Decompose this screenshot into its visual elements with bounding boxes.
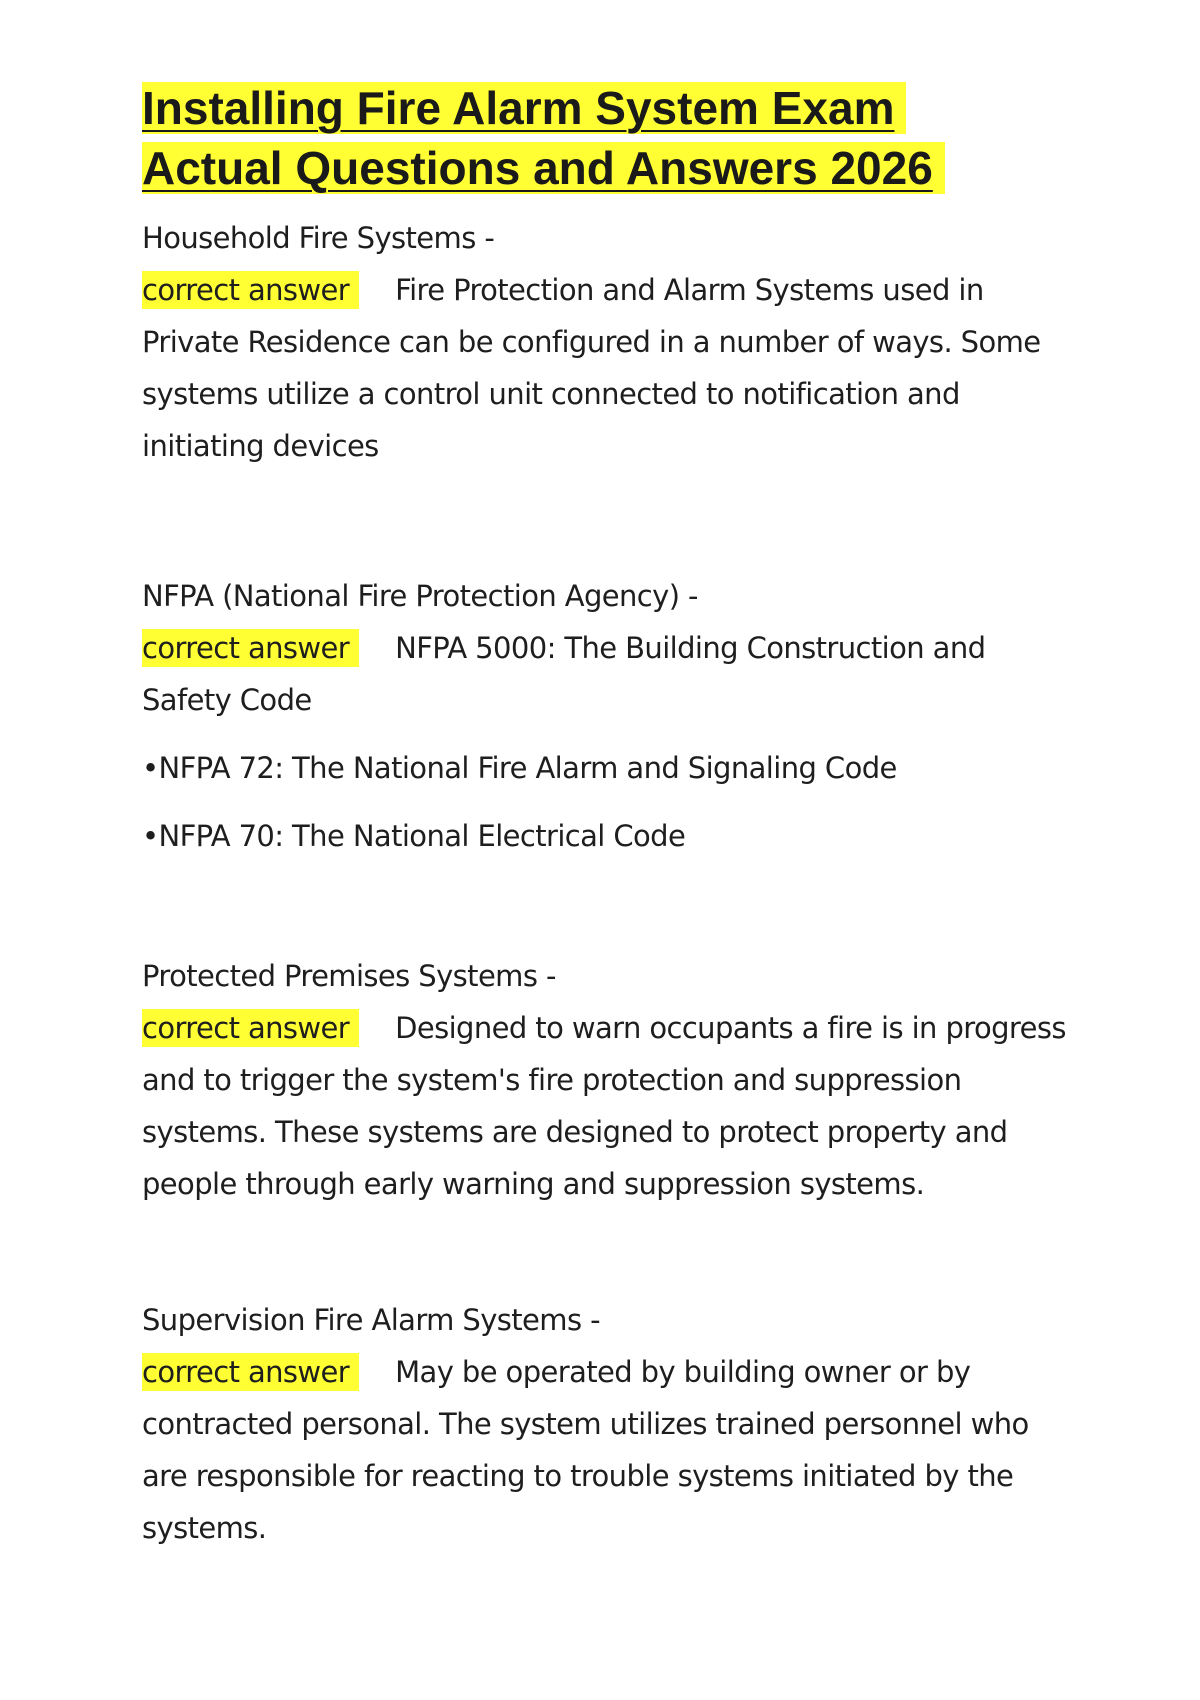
correct-answer-label: correct answer bbox=[142, 271, 359, 309]
answer-paragraph bbox=[142, 264, 1082, 472]
answer-paragraph bbox=[142, 1346, 1082, 1554]
correct-answer-label: correct answer bbox=[142, 629, 359, 667]
answer-paragraph bbox=[142, 622, 1082, 726]
answer-text: NFPA 5000: The Building Construction and Safety Code bbox=[142, 631, 986, 717]
correct-answer-label: correct answer bbox=[142, 1009, 359, 1047]
qa-item-nfpa bbox=[142, 570, 1082, 862]
answer-paragraph bbox=[142, 1002, 1082, 1210]
bullet-item: •NFPA 70: The National Electrical Code bbox=[142, 819, 686, 853]
question-text: Protected Premises Systems - bbox=[142, 959, 556, 993]
title-line-1: Installing Fire Alarm System Exam bbox=[142, 82, 906, 134]
document-page bbox=[142, 78, 1082, 1554]
correct-answer-label: correct answer bbox=[142, 1353, 359, 1391]
answer-text: Designed to warn occupants a fire is in progress and to trigger the system's fire protection and suppression systems. These systems are designed to protect property and people through early warning and suppression systems. bbox=[142, 1011, 1066, 1201]
qa-item-supervision bbox=[142, 1294, 1082, 1554]
bullet-item: •NFPA 72: The National Fire Alarm and Signaling Code bbox=[142, 751, 897, 785]
title-line-2: Actual Questions and Answers 2026 bbox=[142, 142, 945, 194]
answer-text: Fire Protection and Alarm Systems used in Private Residence can be configured in a number of ways. Some systems utilize a control unit connected to notification and initiating devices bbox=[142, 273, 1041, 463]
answer-text: May be operated by building owner or by contracted personal. The system utilizes trained personnel who are responsible for reacting to trouble systems initiated by the systems. bbox=[142, 1355, 1029, 1545]
question-text: Supervision Fire Alarm Systems - bbox=[142, 1303, 600, 1337]
qa-item-household bbox=[142, 212, 1082, 472]
question-text: Household Fire Systems - bbox=[142, 221, 495, 255]
question-text: NFPA (National Fire Protection Agency) - bbox=[142, 579, 698, 613]
document-title bbox=[142, 78, 1082, 198]
qa-item-protected-premises bbox=[142, 950, 1082, 1210]
